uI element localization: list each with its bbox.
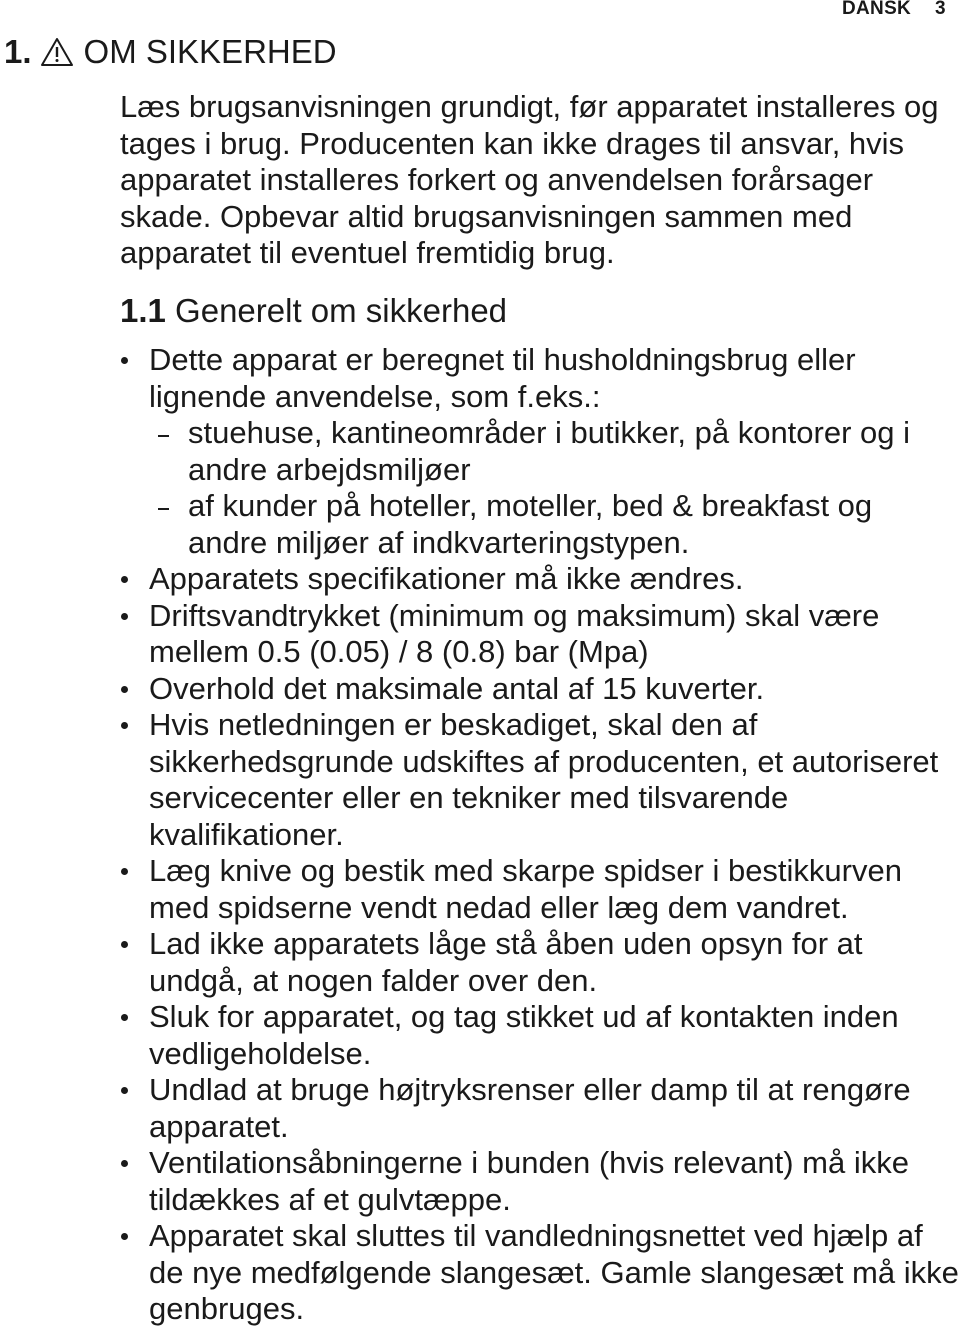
list-item: Apparatet skal sluttes til vandledningsnettet ved hjælp af de nye medfølgende slangesæt. Gamle slangesæt må ikke genbruges.	[120, 1218, 960, 1328]
page-number: 3	[935, 0, 946, 19]
section-title: OM SIKKERHED	[83, 33, 337, 70]
list-item: Ventilationsåbningerne i bunden (hvis relevant) må ikke tildækkes af et gulvtæppe.	[120, 1145, 960, 1218]
list-item: Apparatets specifikationer må ikke ændres.	[120, 561, 960, 598]
list-item: Overhold det maksimale antal af 15 kuverter.	[120, 671, 960, 708]
section-number: 1.	[4, 33, 32, 70]
sub-list-item: stuehuse, kantineområder i butikker, på kontorer og i andre arbejdsmiljøer	[149, 415, 960, 488]
safety-list	[120, 342, 960, 1328]
list-item: Sluk for apparatet, og tag stikket ud af kontakten inden vedligeholdelse.	[120, 999, 960, 1072]
sub-list-item: af kunder på hoteller, moteller, bed & breakfast og andre miljøer af indkvarteringstypen.	[149, 488, 960, 561]
list-item-text: Dette apparat er beregnet til husholdningsbrug eller lignende anvendelse, som f.eks.:	[149, 342, 856, 414]
list-item: Lad ikke apparatets låge stå åben uden opsyn for at undgå, at nogen falder over den.	[120, 926, 960, 999]
subsection-title: Generelt om sikkerhed	[175, 292, 508, 329]
list-item: Hvis netledningen er beskadiget, skal den af sikkerhedsgrunde udskiftes af producenten, et autoriseret servicecenter eller en tekniker med tilsvarende kvalifikationer.	[120, 707, 960, 853]
list-item	[120, 342, 960, 561]
warning-triangle-icon	[40, 37, 74, 67]
list-item: Læg knive og bestik med skarpe spidser i bestikkurven med spidserne vendt nedad eller læg dem vandret.	[120, 853, 960, 926]
subsection-heading	[120, 291, 507, 331]
list-item: Driftsvandtrykket (minimum og maksimum) skal være mellem 0.5 (0.05) / 8 (0.8) bar (Mpa)	[120, 598, 960, 671]
subsection-number: 1.1	[120, 292, 166, 329]
sub-list	[149, 415, 960, 561]
list-item: Undlad at bruge højtryksrenser eller damp til at rengøre apparatet.	[120, 1072, 960, 1145]
intro-paragraph: Læs brugsanvisningen grundigt, før apparatet installeres og tages i brug. Producenten kan ikke drages til ansvar, hvis apparatet installeres forkert og anvendelsen forårsager skade. Opbevar altid brugsanvisningen sammen med apparatet til eventuel fremtidig brug.	[120, 89, 939, 270]
section-heading	[4, 31, 337, 73]
header-language: DANSK	[842, 0, 912, 19]
